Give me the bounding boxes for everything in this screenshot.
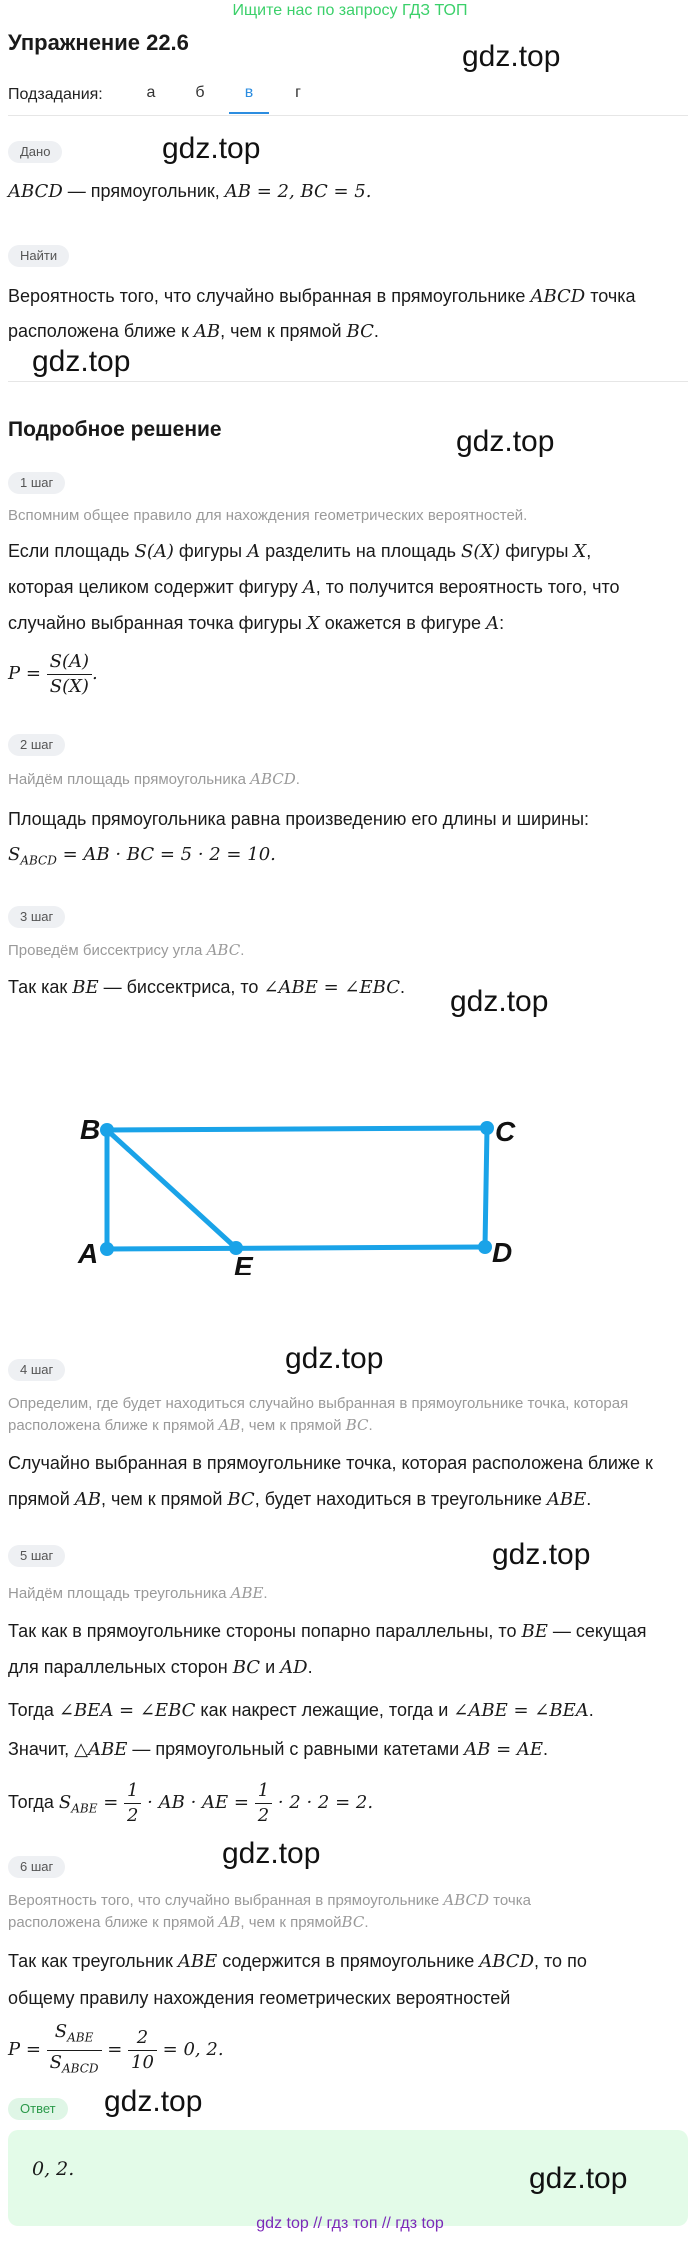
step-3-hint: [8, 939, 692, 962]
footer-links[interactable]: gdz top // гдз топ // гдз top: [256, 2215, 444, 2232]
text-seg: .: [543, 1739, 549, 1759]
text-seg: Так как: [8, 977, 73, 997]
math-seg: · AB · AE =: [141, 1792, 255, 1813]
numerator: [47, 2020, 102, 2051]
tab-b[interactable]: б: [195, 84, 205, 101]
watermark: gdz.top: [456, 425, 555, 458]
step-5-hint: [8, 1582, 692, 1605]
numerator: 1: [255, 1779, 272, 1804]
text-seg: Найдём площадь треугольника: [8, 1585, 231, 1602]
text-seg: фигуры: [173, 541, 248, 561]
step-1-chip: 1 шаг: [8, 472, 65, 494]
step-6-line-2: общему правилу нахождения геометрических вероятностей: [8, 1988, 511, 2008]
step-6-line-1: [8, 1943, 692, 1980]
step-5-line-2: [8, 1649, 692, 1686]
text-seg: как накрест лежащие, тогда и: [195, 1700, 454, 1720]
text-seg: ,: [586, 541, 592, 561]
subscript: ABCD: [20, 853, 57, 868]
page-title: Упражнение 22.6: [8, 30, 189, 55]
text-seg: для параллельных сторон: [8, 1657, 233, 1677]
subscript: ABE: [67, 2030, 94, 2045]
text-seg: Так как в прямоугольнике стороны попарно параллельны, то: [8, 1621, 522, 1641]
watermark: gdz.top: [162, 132, 261, 165]
math-seg: A: [302, 577, 316, 598]
step-2-hint: [8, 768, 692, 791]
text-seg: .: [586, 1489, 592, 1509]
formula-lhs: P =: [8, 663, 41, 684]
given-math: ABCD: [8, 181, 63, 202]
point-b: [100, 1123, 114, 1137]
tab-g[interactable]: г: [295, 84, 301, 101]
step-5-chip: 5 шаг: [8, 1545, 65, 1567]
diagram-lines: [107, 1128, 487, 1249]
denominator: S(X): [49, 675, 89, 697]
bisector-be: [107, 1130, 236, 1248]
find-chip: Найти: [8, 245, 69, 267]
step-4-line-2: [8, 1481, 692, 1518]
math-seg: ABCD: [530, 286, 586, 307]
text-seg: Вероятность того, что случайно выбранная в прямоугольнике: [8, 1892, 444, 1909]
text-seg: расположена ближе к прямой: [8, 1417, 219, 1434]
step-5-line-3: [8, 1692, 692, 1729]
fraction: [47, 650, 92, 699]
divider: [8, 381, 688, 382]
text-seg: , будет находиться в треугольнике: [254, 1489, 547, 1509]
text-seg: окажется в фигуре: [319, 613, 487, 633]
step-5-line-4: [8, 1731, 692, 1768]
math-seg: S: [8, 844, 21, 865]
text-seg: расположена ближе к: [8, 321, 194, 341]
tab-v[interactable]: в: [229, 84, 269, 114]
step-4-hint-1: Определим, где будет находиться случайно выбранная в прямоугольнике точка, которая: [8, 1395, 629, 1412]
math-seg: X: [306, 613, 320, 634]
step-4-line-1: Случайно выбранная в прямоугольнике точка, которая расположена ближе к: [8, 1453, 653, 1473]
given-text: [8, 173, 692, 210]
subscript: ABE: [71, 1801, 98, 1816]
math-seg: △ABE: [74, 1739, 128, 1760]
text-seg: Значит,: [8, 1739, 75, 1759]
step-3-line-1: [8, 969, 692, 1006]
math-seg: S: [54, 2021, 68, 2042]
math-seg: =: [97, 1792, 124, 1813]
text-seg: расположена ближе к прямой: [8, 1914, 219, 1931]
math-seg: BC: [232, 1657, 261, 1678]
text-seg: — биссектриса, то: [98, 977, 264, 997]
text-seg: , чем к прямой: [240, 1914, 342, 1931]
text-seg: .: [399, 977, 405, 997]
divider: [8, 115, 688, 116]
math-seg: AB: [218, 1913, 241, 1931]
numerator: 1: [124, 1779, 141, 1804]
answer-value: 0, 2.: [32, 2158, 75, 2180]
math-seg: ABC: [206, 941, 241, 959]
math-seg: =: [56, 844, 84, 865]
denominator: 2: [257, 1804, 270, 1826]
fraction: [124, 1779, 141, 1828]
given-eq: AB = 2, BC = 5.: [224, 181, 372, 202]
text-seg: .: [307, 1657, 313, 1677]
text-seg: Так как треугольник: [8, 1951, 178, 1971]
formula-end: .: [92, 663, 98, 684]
step-6-hint-1: [8, 1889, 692, 1912]
denominator: 2: [127, 1804, 139, 1826]
step-5-line-1: [8, 1613, 692, 1650]
fraction: [128, 2026, 157, 2075]
math-seg: AB · BC = 5 · 2 = 10.: [83, 844, 276, 865]
text-seg: и: [260, 1657, 281, 1677]
math-seg: BE: [72, 977, 99, 998]
watermark: gdz.top: [104, 2085, 203, 2118]
text-seg: .: [588, 1700, 594, 1720]
math-seg: ABCD: [250, 770, 296, 788]
step-4-hint-2: [8, 1414, 692, 1437]
text-seg: разделить на площадь: [260, 541, 461, 561]
step-1-hint: Вспомним общее правило для нахождения геометрических вероятностей.: [8, 507, 528, 524]
math-seg: BC: [227, 1489, 255, 1510]
math-seg: ABE: [177, 1951, 218, 1972]
given-label: — прямоугольник,: [62, 181, 225, 201]
text-seg: случайно выбранная точка фигуры: [8, 613, 307, 633]
math-seg: AB: [193, 321, 221, 342]
math-seg: ∠ABE = ∠EBC: [263, 977, 400, 998]
numerator: 2: [128, 2026, 157, 2051]
math-seg: A: [247, 541, 261, 562]
watermark: gdz.top: [285, 1342, 384, 1375]
denominator: 10: [131, 2051, 154, 2073]
step-1-line-2: [8, 569, 692, 606]
step-5-formula: [8, 1774, 692, 1837]
math-seg: =: [101, 2039, 129, 2061]
math-seg: S(A): [134, 541, 174, 562]
diagram-points: [100, 1121, 494, 1256]
label-e: E: [234, 1251, 253, 1275]
text-seg: точка: [585, 286, 636, 306]
text-seg: :: [499, 613, 505, 633]
text-seg: , то по: [534, 1951, 587, 1971]
fraction: [255, 1779, 272, 1828]
watermark: gdz.top: [450, 985, 549, 1018]
label-a: A: [78, 1238, 99, 1269]
watermark: gdz.top: [222, 1837, 321, 1870]
text-seg: Тогда: [8, 1792, 59, 1812]
step-2-chip: 2 шаг: [8, 734, 65, 756]
math-seg: S: [58, 1792, 72, 1813]
math-seg: X: [573, 541, 587, 562]
math-seg: BC: [346, 321, 374, 342]
text-seg: .: [263, 1585, 268, 1602]
step-6-formula: [8, 2020, 692, 2080]
watermark: gdz.top: [32, 345, 131, 378]
text-seg: Тогда: [8, 1700, 59, 1720]
step-2-formula: [8, 837, 692, 879]
text-seg: Если площадь: [8, 541, 135, 561]
label-d: D: [492, 1237, 513, 1268]
side-cd: [485, 1128, 487, 1247]
text-seg: содержится в прямоугольнике: [217, 1951, 480, 1971]
denominator: [47, 2051, 102, 2081]
text-seg: .: [364, 1914, 369, 1931]
math-seg: ∠ABE = ∠BEA: [453, 1700, 589, 1721]
text-seg: — секущая: [547, 1621, 647, 1641]
step-1-line-1: [8, 533, 692, 570]
tab-a[interactable]: а: [146, 84, 156, 101]
fraction: [47, 2020, 102, 2080]
text-seg: .: [373, 321, 379, 341]
text-seg: которая целиком содержит фигуру: [8, 577, 303, 597]
given-chip: Дано: [8, 141, 62, 163]
step-6-chip: 6 шаг: [8, 1856, 65, 1878]
step-3-chip: 3 шаг: [8, 906, 65, 928]
math-seg: ABE: [230, 1584, 264, 1602]
step-4-chip: 4 шаг: [8, 1359, 65, 1381]
math-seg: ABCD: [479, 1951, 535, 1972]
side-bc: [107, 1128, 487, 1130]
subscript: ABCD: [62, 2061, 99, 2076]
solution-title: Подробное решение: [8, 418, 222, 441]
subtasks-label: Подзадания:: [8, 86, 103, 103]
text-seg: , чем к прямой: [100, 1489, 228, 1509]
step-2-line-1: Площадь прямоугольника равна произведению его длины и ширины:: [8, 809, 590, 829]
text-seg: , то получится вероятность того, что: [315, 577, 620, 597]
answer-chip: Ответ: [8, 2098, 68, 2120]
math-seg: BC: [341, 1913, 365, 1931]
text-seg: точка: [489, 1892, 531, 1909]
label-c: C: [495, 1116, 516, 1147]
numerator: S(A): [47, 650, 92, 675]
text-seg: — прямоугольный с равными катетами: [127, 1739, 465, 1759]
math-seg: = 0, 2.: [156, 2039, 224, 2061]
math-seg: BE: [521, 1621, 548, 1642]
watermark: gdz.top: [529, 2162, 628, 2195]
text-seg: .: [295, 771, 300, 788]
text-seg: Вероятность того, что случайно выбранная в прямоугольнике: [8, 286, 531, 306]
label-b: B: [80, 1114, 101, 1145]
math-seg: AB: [218, 1416, 241, 1434]
text-seg: Проведём биссектрису угла: [8, 942, 207, 959]
math-seg: AB: [74, 1489, 101, 1510]
point-c: [480, 1121, 494, 1135]
math-seg: ∠BEA = ∠EBC: [58, 1700, 196, 1721]
formula-lhs: P =: [8, 2039, 41, 2061]
text-seg: фигуры: [500, 541, 574, 561]
math-seg: BC: [345, 1416, 369, 1434]
watermark: gdz.top: [492, 1538, 591, 1571]
math-seg: S: [49, 2051, 62, 2073]
text-seg: , чем к прямой: [240, 1417, 346, 1434]
point-d: [478, 1240, 492, 1254]
step-6-hint-2: [8, 1911, 692, 1934]
text-seg: Найдём площадь прямоугольника: [8, 771, 251, 788]
text-seg: .: [368, 1417, 373, 1434]
math-seg: ABE: [546, 1489, 587, 1510]
step-1-formula: [8, 646, 692, 702]
find-line-1: [8, 278, 692, 315]
side-ad: [107, 1247, 485, 1249]
math-seg: AB = AE: [464, 1739, 544, 1760]
top-banner[interactable]: Ищите нас по запросу ГДЗ ТОП: [232, 2, 468, 19]
point-a: [100, 1242, 114, 1256]
text-seg: прямой: [8, 1489, 75, 1509]
math-seg: AD: [280, 1657, 308, 1678]
rectangle-diagram: [60, 1095, 540, 1275]
math-seg: S(X): [461, 541, 501, 562]
math-seg: A: [486, 613, 500, 634]
math-seg: · 2 · 2 = 2.: [272, 1792, 374, 1813]
step-1-line-3: [8, 605, 692, 642]
text-seg: , чем к прямой: [220, 321, 347, 341]
text-seg: .: [240, 942, 245, 959]
watermark: gdz.top: [462, 40, 561, 73]
math-seg: ABCD: [443, 1891, 490, 1909]
